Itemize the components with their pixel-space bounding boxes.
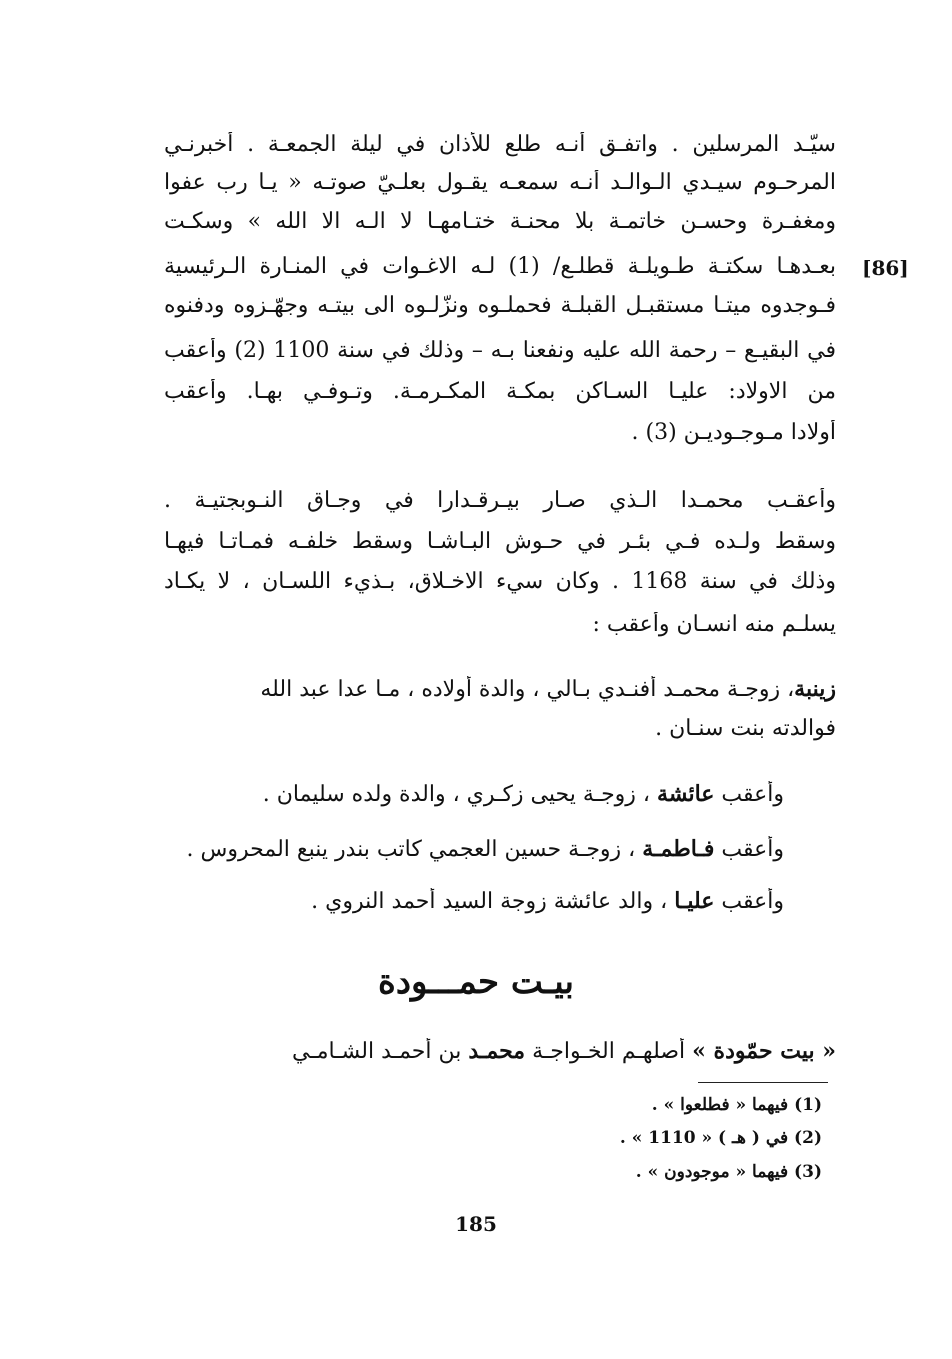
entry-line — [164, 781, 784, 808]
person-name: محمـد — [468, 1038, 526, 1064]
body-line: وأعقـب محمـدا الـذي صـار بيـرقـدارا في وجـاق النـوبجتيـة . — [164, 488, 836, 513]
entry-text: ، زوجـة حسين العجمي كاتب بندر ينبع المحروس . — [186, 837, 643, 862]
body-line: سيّـد المرسلين . واتفـق أنـه طلع للأذان في ليلة الجمعـة . أخبرنـي — [164, 132, 836, 157]
section-heading: بيـت حمـــودة — [378, 962, 574, 1002]
body-line: وسقط ولـده فـي بئـر في حـوش البـاشـا وسقط خلفـه فمـاتـا فيهـا — [164, 529, 836, 554]
body-line: أولادا مـوجـوديـن (3) . — [631, 420, 836, 445]
person-name: عائشة — [657, 781, 715, 807]
body-line: بعـدهـا سكتـة طـويلـة قطلـع/ (1) لـه الاغـوات في المنـارة الـرئيسية — [164, 254, 836, 279]
person-name: عليـا — [674, 888, 715, 914]
page-number: 185 — [455, 1212, 497, 1236]
body-line: المرحـوم سيـدي الـوالـد أنـه سمعـه يقـول بعلـيّ صوتـه « يـا رب عفوا — [164, 170, 836, 195]
body-line: فـوجدوه ميتـا مستقبـل القبلـة فحملـوه ونزّلـوه الى بيتـه وجهّـزوه ودفنوه — [164, 293, 836, 318]
body-line: في البقيـع – رحمة الله عليه ونفعنا بـه – وذلك في سنة 1100 (2) وأعقب — [164, 338, 836, 363]
person-name: فـاطمـة — [642, 836, 715, 862]
entry-prefix: وأعقب — [714, 782, 784, 807]
entry-prefix: وأعقب — [714, 889, 784, 914]
footnote: (1) فيهما « فطلعوا » . — [651, 1095, 822, 1115]
section-text: أصلهـم الخـواجـة — [525, 1039, 693, 1064]
body-line: ومغفـرة وحسـن خاتمـة بلا محنـة ختـامهـا لا الـه الا الله » وسكـت — [164, 209, 836, 234]
entry-text: ، زوجـة محمـد أفنـدي بـالي ، والدة أولاده ، مـا عدا عبد الله — [260, 677, 795, 702]
entry-text: ، زوجـة يحيى زكـري ، والدة ولده سليمان . — [262, 782, 658, 807]
entry-line — [164, 676, 836, 703]
footnote: (3) فيهما « موجودون » . — [635, 1162, 822, 1182]
body-line: يسلـم منه انسـان وأعقب : — [592, 612, 836, 637]
family-name: « بيت حمّودة » — [692, 1038, 836, 1064]
footnote-divider — [698, 1082, 828, 1083]
entry-line — [164, 888, 784, 915]
section-opening-line — [164, 1038, 836, 1065]
person-name: زينبة — [794, 676, 836, 702]
entry-line: فوالدته بنت سنـان . — [655, 716, 836, 741]
body-line: وذلك في سنة 1168 . وكان سيء الاخـلاق، بـذيء اللسـان ، لا يكـاد — [164, 569, 836, 594]
footnote: (2) في ( هـ ) « 1110 » . — [619, 1128, 822, 1148]
entry-text: ، والد عائشة زوجة السيد أحمد النروي . — [311, 889, 675, 914]
section-text: بن أحمـد الشـامـي — [291, 1039, 469, 1064]
margin-page-marker: [86] — [862, 256, 909, 280]
entry-prefix: وأعقب — [714, 837, 784, 862]
body-line: من الاولاد: عليـا السـاكن بمكـة المكـرمـة. وتـوفـي بهـا. وأعقب — [164, 379, 836, 404]
entry-line — [164, 836, 784, 863]
